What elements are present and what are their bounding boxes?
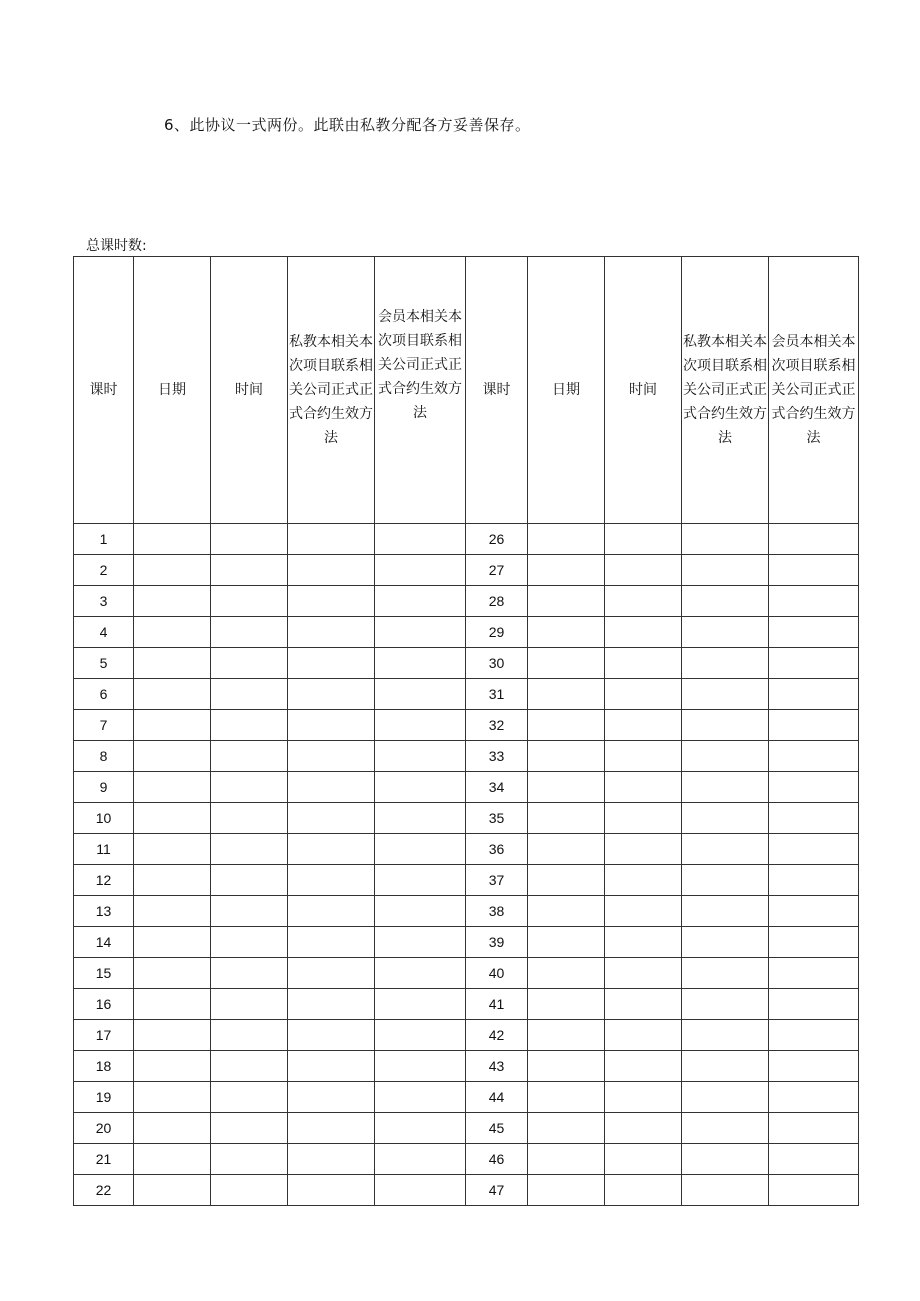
time-cell[interactable] bbox=[211, 989, 288, 1020]
time-cell[interactable] bbox=[211, 865, 288, 896]
date-cell[interactable] bbox=[528, 648, 605, 679]
time-cell[interactable] bbox=[605, 803, 682, 834]
trainer-sign-cell[interactable] bbox=[288, 679, 375, 710]
trainer-sign-cell[interactable] bbox=[288, 927, 375, 958]
lesson-number: 11 bbox=[74, 834, 134, 865]
date-cell[interactable] bbox=[134, 617, 211, 648]
table-row bbox=[74, 1082, 859, 1113]
lesson-number: 33 bbox=[466, 741, 528, 772]
trainer-sign-cell[interactable] bbox=[288, 741, 375, 772]
lesson-number: 14 bbox=[74, 927, 134, 958]
header-member-sign: 会员本相关本次项目联系相关公司正式正式合约生效方法 bbox=[375, 257, 466, 524]
trainer-sign-cell[interactable] bbox=[682, 524, 769, 555]
lesson-number: 41 bbox=[466, 989, 528, 1020]
trainer-sign-cell[interactable] bbox=[682, 1175, 769, 1206]
time-cell[interactable] bbox=[605, 989, 682, 1020]
time-cell[interactable] bbox=[605, 679, 682, 710]
date-cell[interactable] bbox=[528, 679, 605, 710]
table-row bbox=[74, 1051, 859, 1082]
lesson-number: 45 bbox=[466, 1113, 528, 1144]
time-cell[interactable] bbox=[211, 1082, 288, 1113]
table-row bbox=[74, 1020, 859, 1051]
trainer-sign-cell[interactable] bbox=[682, 958, 769, 989]
member-sign-cell[interactable] bbox=[769, 648, 859, 679]
time-cell[interactable] bbox=[605, 741, 682, 772]
date-cell[interactable] bbox=[528, 989, 605, 1020]
date-cell[interactable] bbox=[528, 803, 605, 834]
trainer-sign-cell[interactable] bbox=[288, 524, 375, 555]
date-cell[interactable] bbox=[134, 772, 211, 803]
time-cell[interactable] bbox=[605, 1051, 682, 1082]
time-cell[interactable] bbox=[211, 1051, 288, 1082]
trainer-sign-cell[interactable] bbox=[288, 586, 375, 617]
header-time: 时间 bbox=[211, 257, 288, 524]
time-cell[interactable] bbox=[211, 1020, 288, 1051]
trainer-sign-cell[interactable] bbox=[288, 1144, 375, 1175]
trainer-sign-cell[interactable] bbox=[288, 1020, 375, 1051]
header-member-sign-2: 会员本相关本次项目联系相关公司正式正式合约生效方法 bbox=[769, 257, 859, 524]
member-sign-cell[interactable] bbox=[375, 741, 466, 772]
member-sign-cell[interactable] bbox=[769, 834, 859, 865]
member-sign-cell[interactable] bbox=[375, 1082, 466, 1113]
date-cell[interactable] bbox=[134, 896, 211, 927]
time-cell[interactable] bbox=[211, 741, 288, 772]
trainer-sign-cell[interactable] bbox=[682, 772, 769, 803]
member-sign-cell[interactable] bbox=[769, 679, 859, 710]
member-sign-cell[interactable] bbox=[375, 1051, 466, 1082]
time-cell[interactable] bbox=[211, 617, 288, 648]
lesson-number: 27 bbox=[466, 555, 528, 586]
lesson-number: 37 bbox=[466, 865, 528, 896]
time-cell[interactable] bbox=[211, 958, 288, 989]
date-cell[interactable] bbox=[528, 896, 605, 927]
trainer-sign-cell[interactable] bbox=[682, 989, 769, 1020]
trainer-sign-cell[interactable] bbox=[682, 555, 769, 586]
date-cell[interactable] bbox=[134, 989, 211, 1020]
date-cell[interactable] bbox=[134, 1082, 211, 1113]
trainer-sign-cell[interactable] bbox=[682, 679, 769, 710]
date-cell[interactable] bbox=[134, 1113, 211, 1144]
time-cell[interactable] bbox=[605, 958, 682, 989]
member-sign-cell[interactable] bbox=[375, 989, 466, 1020]
header-date: 日期 bbox=[134, 257, 211, 524]
member-sign-cell[interactable] bbox=[769, 1175, 859, 1206]
trainer-sign-cell[interactable] bbox=[288, 1082, 375, 1113]
table-row bbox=[74, 648, 859, 679]
lesson-number: 29 bbox=[466, 617, 528, 648]
date-cell[interactable] bbox=[134, 834, 211, 865]
lesson-number: 7 bbox=[74, 710, 134, 741]
lesson-number: 10 bbox=[74, 803, 134, 834]
date-cell[interactable] bbox=[528, 586, 605, 617]
time-cell[interactable] bbox=[605, 710, 682, 741]
lesson-number: 19 bbox=[74, 1082, 134, 1113]
lesson-number: 2 bbox=[74, 555, 134, 586]
member-sign-cell[interactable] bbox=[769, 1082, 859, 1113]
lesson-number: 36 bbox=[466, 834, 528, 865]
member-sign-cell[interactable] bbox=[375, 524, 466, 555]
header-trainer-sign-2: 私教本相关本次项目联系相关公司正式正式合约生效方法 bbox=[682, 257, 769, 524]
trainer-sign-cell[interactable] bbox=[288, 648, 375, 679]
time-cell[interactable] bbox=[211, 1113, 288, 1144]
date-cell[interactable] bbox=[528, 555, 605, 586]
trainer-sign-cell[interactable] bbox=[682, 896, 769, 927]
trainer-sign-cell[interactable] bbox=[288, 865, 375, 896]
trainer-sign-cell[interactable] bbox=[682, 803, 769, 834]
member-sign-cell[interactable] bbox=[375, 772, 466, 803]
table-row bbox=[74, 958, 859, 989]
lesson-number: 42 bbox=[466, 1020, 528, 1051]
table-row bbox=[74, 1144, 859, 1175]
table-row bbox=[74, 524, 859, 555]
date-cell[interactable] bbox=[528, 958, 605, 989]
table-row bbox=[74, 989, 859, 1020]
lesson-number: 5 bbox=[74, 648, 134, 679]
lesson-number: 21 bbox=[74, 1144, 134, 1175]
member-sign-cell[interactable] bbox=[769, 555, 859, 586]
date-cell[interactable] bbox=[134, 586, 211, 617]
time-cell[interactable] bbox=[605, 896, 682, 927]
table-row bbox=[74, 617, 859, 648]
time-cell[interactable] bbox=[605, 586, 682, 617]
lesson-number: 12 bbox=[74, 865, 134, 896]
lesson-record-table bbox=[73, 256, 859, 1206]
lesson-number: 8 bbox=[74, 741, 134, 772]
lesson-number: 40 bbox=[466, 958, 528, 989]
date-cell[interactable] bbox=[134, 679, 211, 710]
trainer-sign-cell[interactable] bbox=[682, 834, 769, 865]
time-cell[interactable] bbox=[211, 555, 288, 586]
member-sign-cell[interactable] bbox=[375, 586, 466, 617]
lesson-number: 28 bbox=[466, 586, 528, 617]
member-sign-cell[interactable] bbox=[375, 1113, 466, 1144]
lesson-number: 16 bbox=[74, 989, 134, 1020]
trainer-sign-cell[interactable] bbox=[288, 772, 375, 803]
header-lesson: 课时 bbox=[74, 257, 134, 524]
date-cell[interactable] bbox=[134, 927, 211, 958]
date-cell[interactable] bbox=[134, 524, 211, 555]
date-cell[interactable] bbox=[528, 617, 605, 648]
trainer-sign-cell[interactable] bbox=[682, 648, 769, 679]
table-row bbox=[74, 1113, 859, 1144]
member-sign-cell[interactable] bbox=[769, 896, 859, 927]
date-cell[interactable] bbox=[528, 834, 605, 865]
trainer-sign-cell[interactable] bbox=[288, 1051, 375, 1082]
date-cell[interactable] bbox=[134, 1175, 211, 1206]
trainer-sign-cell[interactable] bbox=[288, 1175, 375, 1206]
member-sign-cell[interactable] bbox=[769, 927, 859, 958]
date-cell[interactable] bbox=[134, 555, 211, 586]
table-row bbox=[74, 679, 859, 710]
time-cell[interactable] bbox=[211, 1175, 288, 1206]
date-cell[interactable] bbox=[528, 1082, 605, 1113]
member-sign-cell[interactable] bbox=[375, 1144, 466, 1175]
trainer-sign-cell[interactable] bbox=[682, 741, 769, 772]
member-sign-cell[interactable] bbox=[375, 803, 466, 834]
member-sign-cell[interactable] bbox=[375, 1020, 466, 1051]
trainer-sign-cell[interactable] bbox=[682, 1082, 769, 1113]
date-cell[interactable] bbox=[528, 1020, 605, 1051]
trainer-sign-cell[interactable] bbox=[682, 1051, 769, 1082]
lesson-number: 17 bbox=[74, 1020, 134, 1051]
trainer-sign-cell[interactable] bbox=[288, 617, 375, 648]
time-cell[interactable] bbox=[605, 524, 682, 555]
date-cell[interactable] bbox=[134, 710, 211, 741]
time-cell[interactable] bbox=[605, 834, 682, 865]
member-sign-cell[interactable] bbox=[375, 679, 466, 710]
time-cell[interactable] bbox=[605, 927, 682, 958]
time-cell[interactable] bbox=[211, 524, 288, 555]
member-sign-cell[interactable] bbox=[769, 524, 859, 555]
member-sign-cell[interactable] bbox=[375, 896, 466, 927]
lesson-number: 6 bbox=[74, 679, 134, 710]
trainer-sign-cell[interactable] bbox=[288, 555, 375, 586]
member-sign-cell[interactable] bbox=[375, 1175, 466, 1206]
lesson-number: 38 bbox=[466, 896, 528, 927]
date-cell[interactable] bbox=[134, 1020, 211, 1051]
table-row bbox=[74, 927, 859, 958]
member-sign-cell[interactable] bbox=[769, 1144, 859, 1175]
member-sign-cell[interactable] bbox=[769, 617, 859, 648]
member-sign-cell[interactable] bbox=[769, 586, 859, 617]
lesson-number: 3 bbox=[74, 586, 134, 617]
trainer-sign-cell[interactable] bbox=[288, 710, 375, 741]
lesson-number: 31 bbox=[466, 679, 528, 710]
member-sign-cell[interactable] bbox=[769, 710, 859, 741]
date-cell[interactable] bbox=[134, 1051, 211, 1082]
date-cell[interactable] bbox=[528, 927, 605, 958]
lesson-number: 32 bbox=[466, 710, 528, 741]
lesson-number: 46 bbox=[466, 1144, 528, 1175]
table-row bbox=[74, 710, 859, 741]
agreement-clause: 6、此协议一式两份。此联由私教分配各方妥善保存。 bbox=[164, 116, 531, 134]
time-cell[interactable] bbox=[211, 803, 288, 834]
member-sign-cell[interactable] bbox=[375, 555, 466, 586]
table-row bbox=[74, 741, 859, 772]
total-lessons-label: 总课时数: bbox=[86, 238, 147, 254]
time-cell[interactable] bbox=[605, 1020, 682, 1051]
lesson-number: 30 bbox=[466, 648, 528, 679]
lesson-number: 4 bbox=[74, 617, 134, 648]
table-row bbox=[74, 772, 859, 803]
lesson-number: 22 bbox=[74, 1175, 134, 1206]
time-cell[interactable] bbox=[605, 1082, 682, 1113]
table-row bbox=[74, 834, 859, 865]
trainer-sign-cell[interactable] bbox=[288, 989, 375, 1020]
header-date-2: 日期 bbox=[528, 257, 605, 524]
member-sign-cell[interactable] bbox=[769, 1113, 859, 1144]
date-cell[interactable] bbox=[134, 1144, 211, 1175]
table-header-row bbox=[74, 257, 859, 524]
time-cell[interactable] bbox=[211, 679, 288, 710]
date-cell[interactable] bbox=[134, 803, 211, 834]
date-cell[interactable] bbox=[528, 772, 605, 803]
header-trainer-sign: 私教本相关本次项目联系相关公司正式正式合约生效方法 bbox=[288, 257, 375, 524]
time-cell[interactable] bbox=[605, 648, 682, 679]
lesson-number: 34 bbox=[466, 772, 528, 803]
member-sign-cell[interactable] bbox=[769, 958, 859, 989]
table-row bbox=[74, 586, 859, 617]
trainer-sign-cell[interactable] bbox=[682, 1113, 769, 1144]
lesson-number: 9 bbox=[74, 772, 134, 803]
trainer-sign-cell[interactable] bbox=[682, 710, 769, 741]
lesson-number: 13 bbox=[74, 896, 134, 927]
table-row bbox=[74, 1175, 859, 1206]
date-cell[interactable] bbox=[528, 1051, 605, 1082]
time-cell[interactable] bbox=[605, 1175, 682, 1206]
lesson-number: 39 bbox=[466, 927, 528, 958]
lesson-number: 43 bbox=[466, 1051, 528, 1082]
time-cell[interactable] bbox=[211, 772, 288, 803]
table-row bbox=[74, 803, 859, 834]
time-cell[interactable] bbox=[605, 865, 682, 896]
trainer-sign-cell[interactable] bbox=[682, 586, 769, 617]
lesson-number: 44 bbox=[466, 1082, 528, 1113]
lesson-number: 20 bbox=[74, 1113, 134, 1144]
trainer-sign-cell[interactable] bbox=[682, 617, 769, 648]
member-sign-cell[interactable] bbox=[375, 834, 466, 865]
lesson-number: 18 bbox=[74, 1051, 134, 1082]
member-sign-cell[interactable] bbox=[375, 865, 466, 896]
date-cell[interactable] bbox=[528, 1175, 605, 1206]
time-cell[interactable] bbox=[211, 927, 288, 958]
member-sign-cell[interactable] bbox=[769, 772, 859, 803]
date-cell[interactable] bbox=[528, 865, 605, 896]
member-sign-cell[interactable] bbox=[769, 1051, 859, 1082]
date-cell[interactable] bbox=[528, 1144, 605, 1175]
time-cell[interactable] bbox=[211, 1144, 288, 1175]
trainer-sign-cell[interactable] bbox=[288, 958, 375, 989]
member-sign-cell[interactable] bbox=[769, 803, 859, 834]
time-cell[interactable] bbox=[605, 555, 682, 586]
table-row bbox=[74, 865, 859, 896]
trainer-sign-cell[interactable] bbox=[288, 834, 375, 865]
header-time-2: 时间 bbox=[605, 257, 682, 524]
trainer-sign-cell[interactable] bbox=[288, 1113, 375, 1144]
lesson-number: 35 bbox=[466, 803, 528, 834]
member-sign-cell[interactable] bbox=[375, 927, 466, 958]
date-cell[interactable] bbox=[134, 958, 211, 989]
member-sign-cell[interactable] bbox=[769, 989, 859, 1020]
date-cell[interactable] bbox=[134, 865, 211, 896]
member-sign-cell[interactable] bbox=[375, 958, 466, 989]
date-cell[interactable] bbox=[528, 524, 605, 555]
lesson-number: 15 bbox=[74, 958, 134, 989]
trainer-sign-cell[interactable] bbox=[682, 927, 769, 958]
time-cell[interactable] bbox=[211, 648, 288, 679]
member-sign-cell[interactable] bbox=[375, 617, 466, 648]
date-cell[interactable] bbox=[134, 648, 211, 679]
trainer-sign-cell[interactable] bbox=[682, 1144, 769, 1175]
trainer-sign-cell[interactable] bbox=[288, 803, 375, 834]
member-sign-cell[interactable] bbox=[375, 710, 466, 741]
member-sign-cell[interactable] bbox=[769, 865, 859, 896]
time-cell[interactable] bbox=[211, 710, 288, 741]
member-sign-cell[interactable] bbox=[375, 648, 466, 679]
date-cell[interactable] bbox=[528, 1113, 605, 1144]
table-row bbox=[74, 555, 859, 586]
lesson-number: 47 bbox=[466, 1175, 528, 1206]
date-cell[interactable] bbox=[134, 741, 211, 772]
time-cell[interactable] bbox=[605, 617, 682, 648]
lesson-number: 1 bbox=[74, 524, 134, 555]
trainer-sign-cell[interactable] bbox=[682, 865, 769, 896]
member-sign-cell[interactable] bbox=[769, 1020, 859, 1051]
header-lesson-2: 课时 bbox=[466, 257, 528, 524]
date-cell[interactable] bbox=[528, 710, 605, 741]
time-cell[interactable] bbox=[211, 896, 288, 927]
trainer-sign-cell[interactable] bbox=[288, 896, 375, 927]
time-cell[interactable] bbox=[605, 772, 682, 803]
time-cell[interactable] bbox=[605, 1113, 682, 1144]
date-cell[interactable] bbox=[528, 741, 605, 772]
member-sign-cell[interactable] bbox=[769, 741, 859, 772]
time-cell[interactable] bbox=[211, 586, 288, 617]
table-row bbox=[74, 896, 859, 927]
lesson-number: 26 bbox=[466, 524, 528, 555]
time-cell[interactable] bbox=[605, 1144, 682, 1175]
trainer-sign-cell[interactable] bbox=[682, 1020, 769, 1051]
time-cell[interactable] bbox=[211, 834, 288, 865]
